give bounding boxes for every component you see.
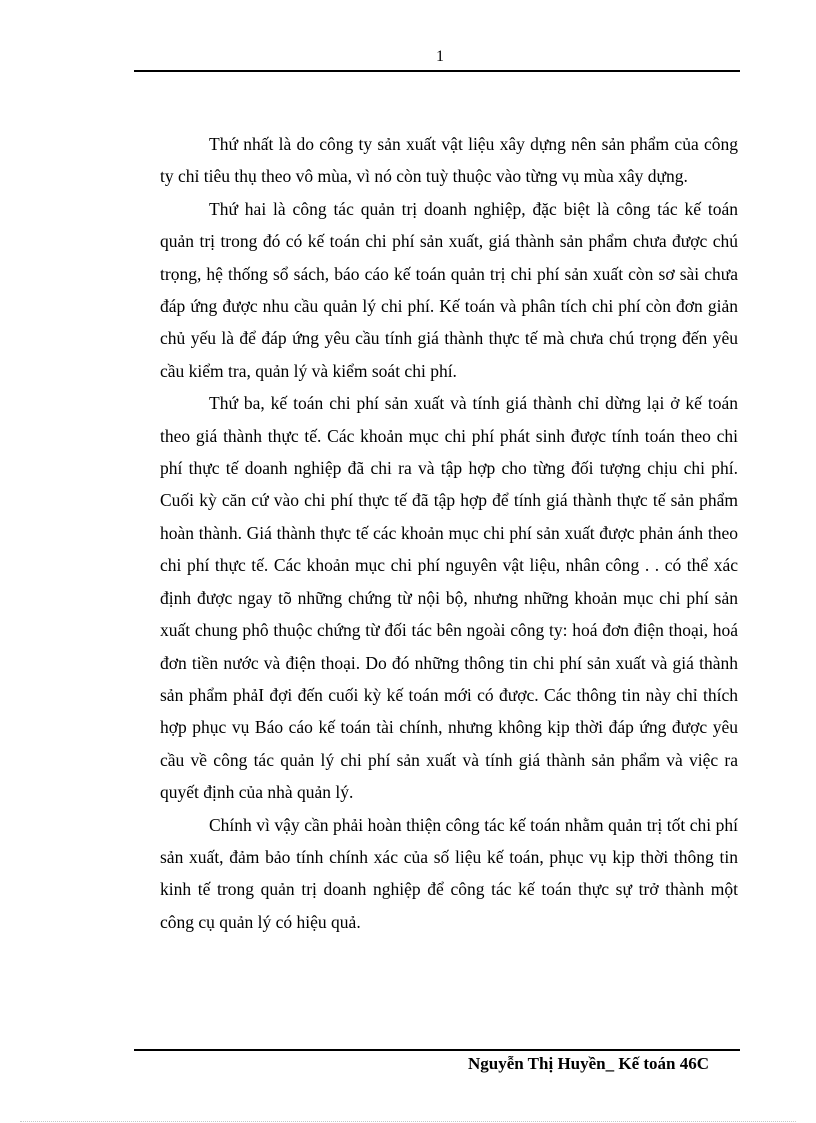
- paragraph-third-reason: Thứ ba, kế toán chi phí sản xuất và tính giá thành chỉ dừng lại ở kế toán theo giá thành thực tế. Các khoản mục chi phí phát sinh được tính toán theo chi phí thực tế doanh nghiệp đã chi ra và tập hợp cho từng đối tượng chịu chi phí. Cuối kỳ căn cứ vào chi phí thực tế đã tập hợp để tính giá thành thực tế sản phẩm hoàn thành. Giá thành thực tế các khoản mục chi phí sản xuất được phản ánh theo chi phí thực tế. Các khoản mục chi phí nguyên vật liệu, nhân công . . có thể xác định được ngay tõ những chứng từ nội bộ, nhưng những khoản mục chi phí sản xuất chung phô thuộc chứng từ đối tác bên ngoài công ty: hoá đơn điện thoại, hoá đơn tiền nước và điện thoại. Do đó những thông tin chi phí sản xuất và giá thành sản phẩm phảI đợi đến cuối kỳ kế toán mới có được. Các thông tin này chỉ thích hợp phục vụ Báo cáo kế toán tài chính, nhưng không kịp thời đáp ứng được yêu cầu về công tác quản lý chi phí sản xuất và tính giá thành sản phẩm và việc ra quyết định của nhà quản lý.: [160, 393, 738, 803]
- paragraph-first-reason: Thứ nhất là do công ty sản xuất vật liệu xây dựng nên sản phẩm của công ty chỉ tiêu thụ theo vô mùa, vì nó còn tuỳ thuộc vào từng vụ mùa xây dựng.: [160, 134, 738, 187]
- header-rule: [134, 70, 740, 72]
- page-number: 1: [436, 48, 444, 65]
- page-edge-divider: [20, 1121, 796, 1122]
- paragraph-conclusion: Chính vì vậy cần phải hoàn thiện công tác kế toán nhằm quản trị tốt chi phí sản xuất, đảm bảo tính chính xác của số liệu kế toán, phục vụ kịp thời thông tin kinh tế trong quản trị doanh nghiệp để công tác kế toán thực sự trở thành một công cụ quản lý có hiệu quả.: [160, 814, 738, 932]
- document-body: [160, 128, 738, 938]
- footer-rule: [134, 1049, 740, 1051]
- paragraph-second-reason: Thứ hai là công tác quản trị doanh nghiệp, đặc biệt là công tác kế toán quản trị trong đó có kế toán chi phí sản xuất, giá thành sản phẩm chưa được chú trọng, hệ thống sổ sách, báo cáo kế toán quản trị chi phí sản xuất còn sơ sài chưa đáp ứng được nhu cầu quản lý chi phí. Kế toán và phân tích chi phí còn đơn giản chủ yếu là để đáp ứng yêu cầu tính giá thành thực tế mà chưa chú trọng đến yêu cầu kiểm tra, quản lý và kiểm soát chi phí.: [160, 198, 738, 381]
- footer-author: Nguyễn Thị Huyền_ Kế toán 46C: [468, 1054, 710, 1073]
